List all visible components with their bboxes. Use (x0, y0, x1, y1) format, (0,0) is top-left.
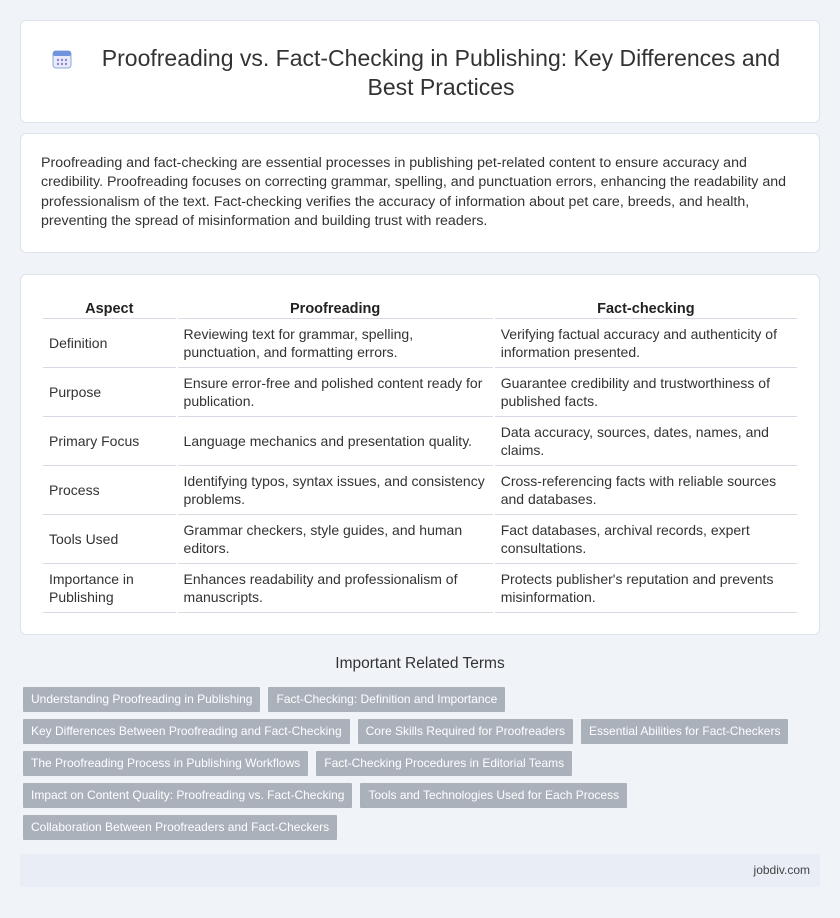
table-row (43, 564, 797, 613)
cell-fact-checking: Cross-referencing facts with reliable sources and databases. (495, 466, 797, 515)
table-row (43, 466, 797, 515)
tag-row (23, 751, 803, 776)
cell-fact-checking: Fact databases, archival records, expert consultations. (495, 515, 797, 564)
related-term-tag[interactable]: Core Skills Required for Proofreaders (358, 719, 573, 744)
cell-aspect: Purpose (43, 368, 176, 417)
cell-proofreading: Enhances readability and professionalism of manuscripts. (178, 564, 493, 613)
cell-fact-checking: Data accuracy, sources, dates, names, and claims. (495, 417, 797, 466)
footer (20, 854, 820, 887)
cell-proofreading: Language mechanics and presentation quality. (178, 417, 493, 466)
comparison-card (20, 274, 820, 635)
header-card (20, 20, 820, 123)
header-aspect: Aspect (43, 295, 176, 319)
related-term-tag[interactable]: Collaboration Between Proofreaders and Fact-Checkers (23, 815, 337, 840)
cell-proofreading: Reviewing text for grammar, spelling, punctuation, and formatting errors. (178, 319, 493, 368)
cell-proofreading: Identifying typos, syntax issues, and consistency problems. (178, 466, 493, 515)
page-title: Proofreading vs. Fact-Checking in Publishing: Key Differences and Best Practices (101, 44, 781, 100)
related-terms-list (23, 687, 803, 847)
cell-proofreading: Grammar checkers, style guides, and human editors. (178, 515, 493, 564)
cell-aspect: Tools Used (43, 515, 176, 564)
tag-row (23, 815, 803, 840)
related-term-tag[interactable]: Tools and Technologies Used for Each Process (360, 783, 627, 808)
tag-row (23, 687, 803, 712)
cell-aspect: Process (43, 466, 176, 515)
footer-site-link[interactable]: jobdiv.com (753, 863, 810, 877)
tag-row (23, 783, 803, 808)
related-term-tag[interactable]: The Proofreading Process in Publishing Workflows (23, 751, 308, 776)
intro-card (20, 133, 820, 253)
table-row (43, 319, 797, 368)
cell-fact-checking: Verifying factual accuracy and authenticity of information presented. (495, 319, 797, 368)
table-row (43, 368, 797, 417)
cell-aspect: Primary Focus (43, 417, 176, 466)
cell-aspect: Importance in Publishing (43, 564, 176, 613)
related-term-tag[interactable]: Essential Abilities for Fact-Checkers (581, 719, 788, 744)
header-fact-checking: Fact-checking (495, 295, 797, 319)
intro-paragraph: Proofreading and fact-checking are essential processes in publishing pet-related content to ensure accuracy and credibility. Proofreading focuses on correcting grammar, spelling, and punctuation errors, enhancing the readability and professionalism of the text. Fact-checking verifies the accuracy of information about pet care, breeds, and health, preventing the spread of misinformation and building trust with readers. (41, 155, 787, 230)
table-row (43, 417, 797, 466)
tag-row (23, 719, 803, 744)
cell-fact-checking: Guarantee credibility and trustworthiness of published facts. (495, 368, 797, 417)
related-term-tag[interactable]: Fact-Checking: Definition and Importance (268, 687, 505, 712)
related-term-tag[interactable]: Key Differences Between Proofreading and Fact-Checking (23, 719, 350, 744)
cell-aspect: Definition (43, 319, 176, 368)
table-header-row (43, 295, 797, 319)
cell-fact-checking: Protects publisher's reputation and prevents misinformation. (495, 564, 797, 613)
related-term-tag[interactable]: Understanding Proofreading in Publishing (23, 687, 260, 712)
related-term-tag[interactable]: Fact-Checking Procedures in Editorial Teams (316, 751, 572, 776)
related-term-tag[interactable]: Impact on Content Quality: Proofreading vs. Fact-Checking (23, 783, 352, 808)
table-row (43, 515, 797, 564)
related-terms-heading: Important Related Terms (335, 655, 505, 672)
comparison-table (41, 295, 799, 613)
header-proofreading: Proofreading (178, 295, 493, 319)
cell-proofreading: Ensure error-free and polished content ready for publication. (178, 368, 493, 417)
